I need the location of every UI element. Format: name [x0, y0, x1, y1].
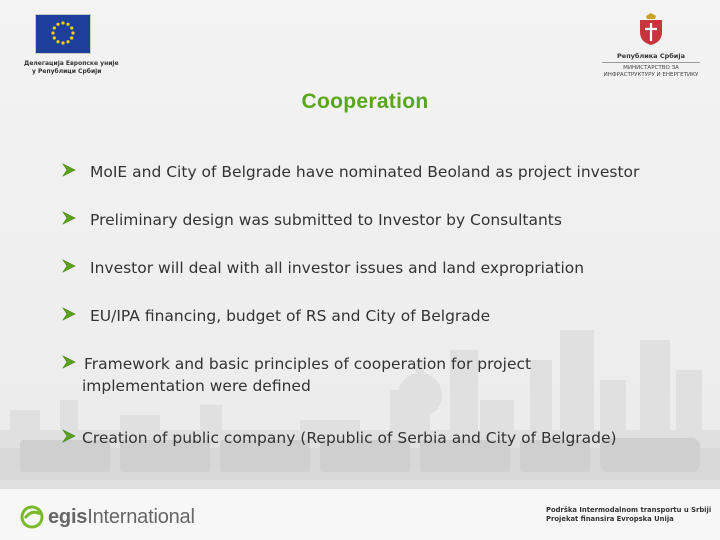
bullet-item-3 [62, 257, 584, 279]
arrow-bullet-icon [62, 429, 76, 443]
egis-international-logo [20, 505, 195, 529]
eu-caption-line1: Делегација Европске уније [24, 60, 119, 67]
arrow-bullet-icon [62, 259, 76, 273]
bullet-text-5-continued: implementation were defined [82, 377, 311, 395]
footer-bar [0, 488, 720, 540]
rs-ministry-line2: ИНФРАСТРУКТУРУ И ЕНЕРГЕТИКУ [603, 72, 699, 78]
bullet-text-1: MoIE and City of Belgrade have nominated Beoland as project investor [90, 163, 640, 181]
bullet-item-4 [62, 305, 490, 327]
bullet-item-5 [62, 353, 531, 397]
rs-ministry-line1: МИНИСТАРСТВО ЗА [623, 65, 679, 71]
rs-republic-name: Република Србија [617, 52, 685, 60]
bullet-text-2: Preliminary design was submitted to Investor by Consultants [90, 211, 562, 229]
egis-wordmark [48, 506, 195, 529]
eu-caption-line2: у Републици Србији [32, 67, 102, 75]
project-caption-line2: Projekat finansira Evropska Unija [546, 515, 674, 523]
egis-leaf-icon [20, 505, 44, 529]
bullet-text-3: Investor will deal with all investor issues and land expropriation [90, 259, 585, 277]
city-skyline-background [0, 320, 720, 500]
bullet-text-5: Framework and basic principles of cooperation for project [84, 355, 532, 373]
arrow-bullet-icon [62, 355, 76, 369]
arrow-bullet-icon [62, 211, 76, 225]
eu-flag-icon [35, 14, 91, 54]
eu-stars-icon [36, 15, 90, 53]
project-caption-line1: Podrška Intermodalnom transportu u Srbiji [546, 506, 712, 514]
bullet-item-1 [62, 161, 639, 183]
slide-title: Cooperation [301, 90, 429, 113]
bullet-text-4: EU/IPA financing, budget of RS and City of Belgrade [90, 307, 491, 325]
serbia-coat-of-arms-icon [638, 12, 664, 46]
serbia-ministry-logo [596, 12, 706, 79]
arrow-bullet-icon [62, 307, 76, 321]
bullet-item-6 [62, 427, 617, 449]
arrow-bullet-icon [62, 163, 76, 177]
eu-delegation-logo [24, 14, 134, 75]
bullet-item-2 [62, 209, 562, 231]
rs-divider [602, 62, 700, 63]
project-caption [546, 506, 716, 524]
bullet-text-6: Creation of public company (Republic of Serbia and City of Belgrade) [82, 429, 617, 447]
egis-wordmark-part1: egis [48, 505, 88, 528]
egis-wordmark-part2: International [87, 505, 195, 528]
